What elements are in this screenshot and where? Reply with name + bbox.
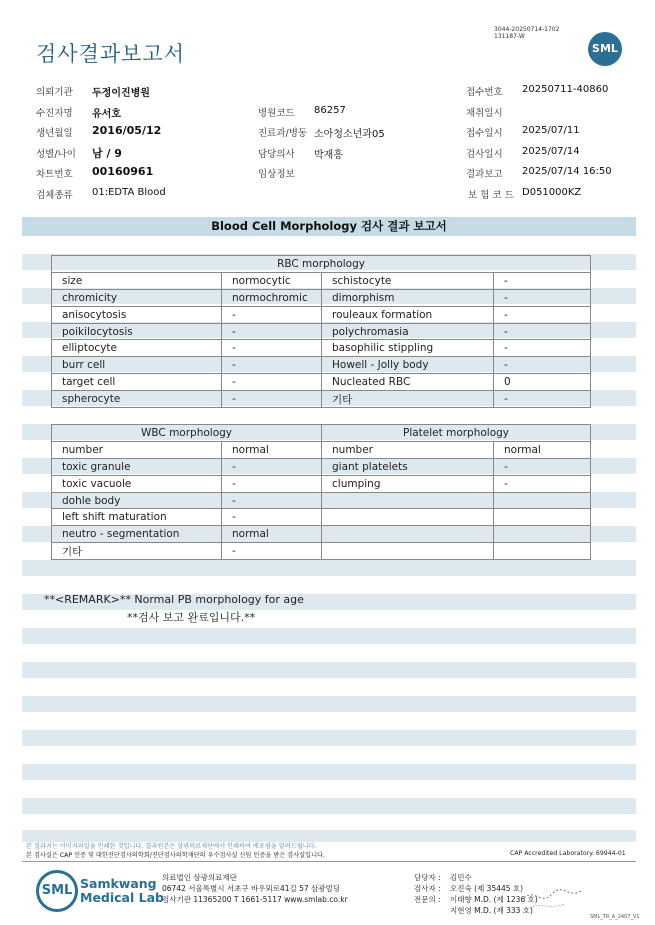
table-cell: polychromasia	[322, 323, 494, 340]
requester-value: 두정이진병원	[92, 88, 150, 99]
rbc-header: RBC morphology	[52, 256, 591, 273]
stripe	[22, 662, 636, 678]
table-cell: -	[222, 458, 322, 475]
table-cell: -	[222, 475, 322, 492]
table-row	[52, 289, 591, 306]
table-cell: -	[222, 340, 322, 357]
table-row	[52, 272, 591, 289]
dept-value: 소아청소년과05	[314, 129, 385, 141]
table-cell: Howell - Jolly body	[322, 357, 494, 374]
table-cell: 기타	[52, 543, 222, 560]
staff-name: 이태향 M.D. (제 1236 호)	[450, 895, 538, 904]
info-row	[36, 183, 636, 204]
table-row	[52, 492, 591, 509]
table-cell: giant platelets	[322, 458, 494, 475]
receipt-no-value: 20250711-40860	[522, 84, 609, 95]
report-label: 결과보고	[466, 169, 503, 181]
accreditation-notice: 본 검사실은 CAP 인증 및 대한진단검사의학회/진단검사의학재단의 우수검사실 신임 인증을 받은 검사실입니다.	[26, 852, 325, 859]
table-row	[52, 323, 591, 340]
staff-role: 담당자 :	[414, 873, 441, 882]
sex-age-value: 남 / 9	[92, 146, 122, 160]
table-cell: schistocyte	[322, 272, 494, 289]
table-cell: normal	[222, 526, 322, 543]
table-cell: anisocytosis	[52, 306, 222, 323]
table-cell: toxic granule	[52, 458, 222, 475]
info-row	[36, 142, 636, 163]
table-cell: burr cell	[52, 357, 222, 374]
table-cell: dimorphism	[322, 289, 494, 306]
table-cell: neutro - segmentation	[52, 526, 222, 543]
chart-label: 차트번호	[36, 169, 73, 181]
staff-role: 검사자 :	[414, 884, 441, 893]
table-row	[52, 357, 591, 374]
patient-value: 유서호	[92, 108, 121, 120]
table-row	[52, 340, 591, 357]
table-cell: number	[52, 441, 222, 458]
table-cell: left shift maturation	[52, 509, 222, 526]
table-cell: rouleaux formation	[322, 306, 494, 323]
table-cell: size	[52, 272, 222, 289]
divider	[22, 861, 636, 862]
table-cell: -	[222, 543, 322, 560]
table-cell	[322, 526, 494, 543]
stripe	[22, 560, 636, 576]
table-cell: poikilocytosis	[52, 323, 222, 340]
table-cell: target cell	[52, 374, 222, 391]
sml-logo: SML	[36, 870, 78, 912]
info-row	[36, 121, 636, 142]
table-row	[52, 458, 591, 475]
table-cell: spherocyte	[52, 391, 222, 408]
dept-label: 진료과/병동	[258, 128, 308, 140]
table-cell: -	[494, 272, 591, 289]
table-cell	[322, 492, 494, 509]
signature-image	[520, 880, 590, 912]
cap-accreditation: CAP Accredited Laboratory. 69944-01	[510, 850, 626, 857]
table-cell: normal	[222, 441, 322, 458]
staff-name: 오진숙 (제 35445 호)	[450, 884, 524, 893]
staff-name: 김민수	[450, 873, 472, 882]
table-cell: -	[222, 509, 322, 526]
table-row	[52, 526, 591, 543]
requester-label: 의뢰기관	[36, 87, 73, 98]
table-row	[52, 543, 591, 560]
document-code: 3044-20250714-1702 131187-W	[494, 26, 560, 40]
table-cell: basophilic stippling	[322, 340, 494, 357]
hospital-code-label: 병원코드	[258, 107, 295, 119]
collect-label: 채취일시	[466, 107, 503, 119]
report-complete-note: **검사 보고 완료입니다.**	[127, 611, 256, 624]
sml-logo-badge: SML	[588, 32, 622, 66]
table-cell: -	[494, 323, 591, 340]
doctor-value: 박재흥	[314, 149, 343, 161]
table-cell	[494, 526, 591, 543]
insurance-value: D051000KZ	[522, 186, 582, 198]
table-cell: 0	[494, 374, 591, 391]
table-cell: -	[222, 357, 322, 374]
test-date-value: 2025/07/14	[522, 145, 580, 157]
lab-address: 의료법인 삼광의료재단 06742 서울특별시 서초구 바우뫼로41길 57 삼광빌딩 검사기관 11365200 T 1661-5117 www.smlab.co.kr	[162, 873, 348, 904]
table-row	[52, 509, 591, 526]
wbc-platelet-table	[51, 424, 591, 560]
chart-value: 00160961	[92, 165, 154, 179]
specimen-value: 01:EDTA Blood	[92, 186, 166, 198]
birth-value: 2016/05/12	[92, 124, 162, 138]
image-notice: 본 결과지는 이미지파일을 인쇄한 것입니다. 결과원본은 삼광의료재단에서 인쇄하여 배포됨을 알려드립니다.	[26, 843, 317, 850]
stripe	[22, 730, 636, 746]
stripe	[22, 764, 636, 780]
table-cell	[322, 543, 494, 560]
birth-label: 생년월일	[36, 128, 73, 140]
doctor-label: 담당의사	[258, 148, 295, 160]
stripe	[22, 798, 636, 814]
receipt-no-label: 접수번호	[466, 87, 503, 98]
table-cell: -	[494, 340, 591, 357]
info-row	[36, 101, 636, 122]
table-cell: normochromic	[222, 289, 322, 306]
table-cell: -	[222, 323, 322, 340]
table-cell: -	[222, 374, 322, 391]
clinical-label: 임상정보	[258, 169, 295, 181]
patient-label: 수진자명	[36, 107, 73, 119]
table-row	[52, 441, 591, 458]
specimen-label: 검체종류	[36, 189, 73, 201]
table-cell: -	[494, 289, 591, 306]
table-cell	[322, 509, 494, 526]
table-cell: dohle body	[52, 492, 222, 509]
table-cell: elliptocyte	[52, 340, 222, 357]
receipt-date-label: 접수일시	[466, 128, 503, 140]
staff-role: 전문의 :	[414, 895, 441, 904]
rbc-morphology-table	[51, 255, 591, 408]
report-value: 2025/07/14 16:50	[522, 166, 612, 178]
hospital-code-value: 86257	[314, 104, 346, 116]
insurance-label: 보 험 코 드	[468, 189, 514, 201]
info-row	[36, 162, 636, 183]
table-cell: -	[494, 458, 591, 475]
wbc-header: WBC morphology	[52, 425, 322, 442]
table-cell: toxic vacuole	[52, 475, 222, 492]
test-date-label: 검사일시	[466, 148, 503, 160]
document-title: 검사결과보고서	[36, 42, 186, 66]
table-cell: Nucleated RBC	[322, 374, 494, 391]
table-cell: -	[222, 306, 322, 323]
table-cell: chromicity	[52, 289, 222, 306]
table-cell: 기타	[322, 391, 494, 408]
table-cell: -	[222, 391, 322, 408]
table-row	[52, 391, 591, 408]
table-row	[52, 306, 591, 323]
table-cell: normocytic	[222, 272, 322, 289]
platelet-header: Platelet morphology	[322, 425, 591, 442]
brand-name: Samkwang Medical Lab	[80, 876, 164, 905]
staff-name: 지현영 M.D. (제 333 호)	[450, 906, 533, 915]
table-cell	[494, 543, 591, 560]
receipt-date-value: 2025/07/11	[522, 125, 580, 137]
table-cell: number	[322, 441, 494, 458]
table-cell: -	[494, 391, 591, 408]
table-cell: -	[494, 357, 591, 374]
table-cell: -	[494, 306, 591, 323]
sex-age-label: 성별/나이	[36, 148, 76, 160]
patient-info	[36, 80, 636, 204]
table-row	[52, 475, 591, 492]
table-cell: clumping	[322, 475, 494, 492]
table-row	[52, 374, 591, 391]
stripe	[22, 628, 636, 644]
table-cell: normal	[494, 441, 591, 458]
table-cell: -	[494, 475, 591, 492]
table-cell: -	[222, 492, 322, 509]
stripe	[22, 696, 636, 712]
info-row	[36, 80, 636, 101]
table-cell	[494, 509, 591, 526]
table-cell	[494, 492, 591, 509]
form-id: SML_TR_A_2407_V1	[590, 914, 640, 920]
remark: **<REMARK>** Normal PB morphology for age	[44, 593, 304, 606]
report-title: Blood Cell Morphology 검사 결과 보고서	[22, 217, 636, 236]
